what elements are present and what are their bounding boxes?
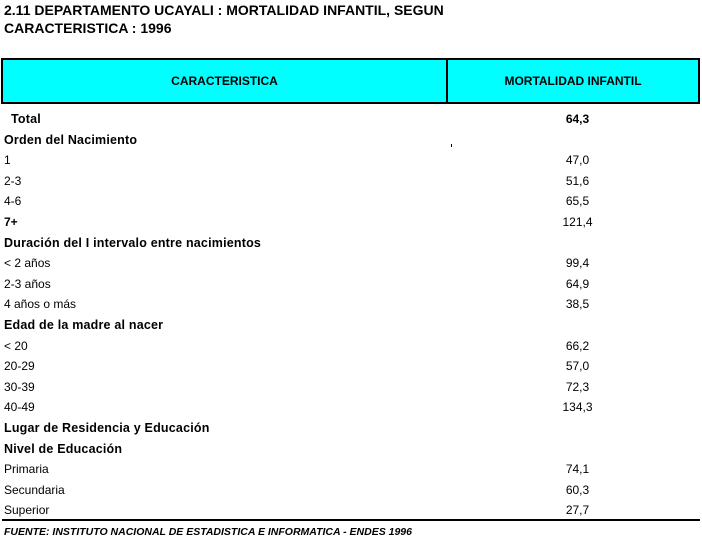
row-label: Total — [11, 112, 41, 126]
section-header — [0, 234, 702, 255]
table-row — [0, 337, 702, 358]
row-label: < 20 — [4, 338, 28, 353]
row-value: 65,5 — [565, 194, 590, 209]
table-row — [0, 192, 702, 213]
row-value: 60,3 — [565, 482, 590, 497]
row-label: Edad de la madre al nacer — [4, 317, 164, 332]
bottom-rule — [2, 519, 700, 521]
section-header — [0, 316, 702, 337]
row-label: 1 — [4, 153, 11, 168]
row-label: Nivel de Educación — [4, 441, 123, 456]
row-value: 99,4 — [565, 256, 590, 271]
row-label: < 2 años — [4, 256, 51, 271]
table-row — [0, 398, 702, 419]
section-header — [0, 440, 702, 461]
row-value: 64,9 — [565, 276, 590, 291]
row-label: 4-6 — [4, 194, 22, 209]
row-label: 20-29 — [4, 359, 35, 374]
table-row — [0, 460, 702, 481]
row-label: Primaria — [4, 462, 49, 477]
table-title — [4, 1, 444, 37]
table-header — [1, 58, 700, 104]
row-value: 38,5 — [565, 297, 590, 312]
section-header — [0, 419, 702, 440]
table-row — [0, 151, 702, 172]
table-row — [0, 254, 702, 275]
row-value: 74,1 — [565, 462, 590, 477]
row-label: 2-3 años — [4, 276, 51, 291]
row-value: 121,4 — [562, 214, 593, 229]
row-value: 72,3 — [565, 379, 590, 394]
table-row-total — [0, 110, 702, 131]
header-mortalidad-infantil: MORTALIDAD INFANTIL — [504, 74, 642, 88]
row-label: 4 años o más — [4, 297, 77, 312]
row-value: 51,6 — [565, 173, 590, 188]
row-value: 64,3 — [565, 112, 590, 126]
table-row — [0, 378, 702, 399]
row-value: 134,3 — [562, 400, 593, 415]
row-label: 2-3 — [4, 173, 22, 188]
title-line-1: 2.11 DEPARTAMENTO UCAYALI : MORTALIDAD INFANTIL, SEGUN — [4, 2, 444, 18]
row-label: Duración del I intervalo entre nacimientos — [4, 235, 262, 250]
row-value: 57,0 — [565, 359, 590, 374]
row-value: 66,2 — [565, 338, 590, 353]
row-value: 27,7 — [565, 503, 590, 518]
row-label: Lugar de Residencia y Educación — [4, 420, 210, 435]
table-row — [0, 357, 702, 378]
table-row — [0, 295, 702, 316]
table-row — [0, 213, 702, 234]
table-row — [0, 172, 702, 193]
row-label: Secundaria — [4, 482, 65, 497]
title-line-2: CARACTERISTICA : 1996 — [4, 20, 172, 36]
row-value: 47,0 — [565, 153, 590, 168]
table-row — [0, 481, 702, 502]
header-caracteristica: CARACTERISTICA — [3, 60, 448, 102]
source-note: FUENTE: INSTITUTO NACIONAL DE ESTADISTICA E INFORMATICA - ENDES 1996 — [4, 526, 412, 538]
row-label: Orden del Nacimiento — [4, 132, 138, 147]
table-row — [0, 275, 702, 296]
section-header — [0, 131, 702, 152]
row-label: Superior — [4, 503, 50, 518]
table-body — [0, 110, 702, 522]
row-label: 7+ — [4, 214, 18, 229]
row-label: 40-49 — [4, 400, 35, 415]
row-label: 30-39 — [4, 379, 35, 394]
